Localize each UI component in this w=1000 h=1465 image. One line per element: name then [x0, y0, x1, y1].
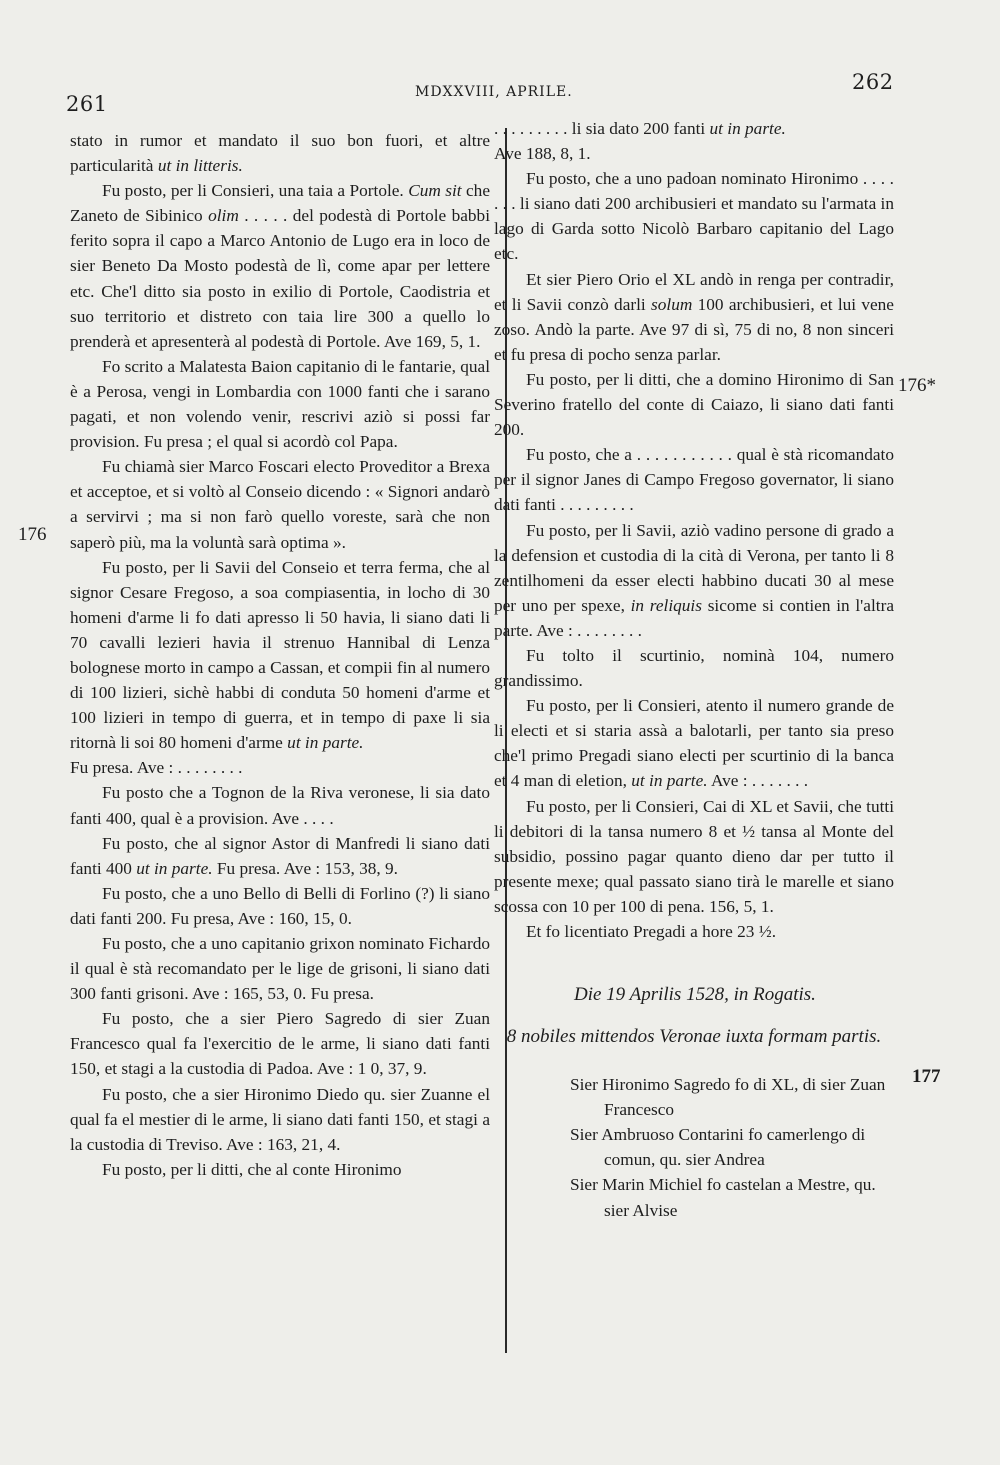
paragraph: Fu posto, che a sier Hironimo Diedo qu. sier Zuanne el qual fa el mestier di le arme, li siano dati fanti 150, et stagi a la custodia di Treviso. Ave : 163, 21, 4.	[70, 1084, 490, 1154]
paragraph: Fu posto, per li ditti, che al conte Hironimo	[102, 1159, 402, 1179]
paragraph: Fu tolto il scurtinio, nominà 104, numero grandissimo.	[494, 645, 894, 691]
paragraph: Fu posto, per li Consieri, una taia a Portole. Cum sit che Zaneto de Sibinico olim . . . . . del podestà di Portole babbi ferito sopra il capo a Marco Antonio de Lugo era in loco de sier Beneto Da Mosto podestà de lì, come apar per lettere etc. Che'l ditto sia posto in exilio di Portole, Caodistria et suo territorio et distreto con taia lire 300 a quello lo prenderà et apresenterà al podestà di Portole. Ave 169, 5, 1.	[70, 181, 490, 351]
paragraph: Fo scrito a Malatesta Baion capitanio di le fantarie, qual è a Perosa, vengi in Lombardia con 1000 fanti che i sarano pagati, et non volendo venir, rescrivi aziò si possi far provision. Fu presa ; el qual si acordò col Papa.	[70, 356, 490, 452]
left-column	[70, 128, 490, 1182]
paragraph: Fu posto, che a . . . . . . . . . . . qual è stà ricomandato per il signor Janes di Campo Fregoso governator, li siano dati fanti . . . . . . . . .	[494, 445, 894, 515]
paragraph: Et sier Piero Orio el XL andò in renga per contradir, et li Savii conzò darli solum 100 archibusieri, et lui vene zoso. Andò la parte. Ave 97 di sì, 75 di no, 8 non sinceri et fu presa di pocho senza parlar.	[494, 269, 894, 364]
list-item: Sier Ambruoso Contarini fo camerlengo di comun, qu. sier Andrea	[570, 1125, 866, 1170]
paragraph: Fu posto, che a uno padoan nominato Hironimo . . . . . . . li siano dati 200 archibusieri et mandato su l'armata in lago di Garda sotto Nicolò Barbaro capitanio del Lago etc.	[494, 169, 895, 264]
paragraph: Fu posto, per li Savii del Conseio et terra ferma, che al signor Cesare Fregoso, a soa compiasentia, in locho di 30 homeni d'arme li fo dati apresso li 50 havia, li siano dati li 70 cavalli lezieri havia il strenuo Hannibal di Lenza bolognese morto in campo a Cassan, et compii fin al numero di 100 lizieri, sichè habbi di conduta 50 homeni d'arme et 100 lizieri in tempo di guerra, et in tempo di paxe li sia ritornà li soi 80 homeni d'arme ut in parte. Fu presa. Ave : . . . . . . . .	[70, 557, 490, 778]
margin-note-176: 176	[18, 524, 47, 545]
paragraph: Fu posto, per li Savii, aziò vadino persone di grado a la defension et custodia di la cità di Verona, per tanto li 8 zentilhomeni da esser electi habbino ducati 30 al mese per uno per spexe, in reliquis sicome si contien in l'altra parte. Ave : . . . . . . . .	[494, 520, 894, 640]
paragraph: Fu posto, che a sier Piero Sagredo di sier Zuan Francesco qual fa l'exercitio de le arme, li siano dati fanti 150, et stagi a la custodia di Padoa. Ave : 1 0, 37, 9.	[70, 1009, 490, 1079]
paragraph: Et fo licentiato Pregadi a hore 23 ½.	[526, 922, 777, 941]
running-title: MDXXVIII, APRILE.	[415, 84, 573, 100]
right-column	[494, 116, 894, 1223]
page-number-left: 261	[66, 92, 108, 116]
margin-note-177: 177	[912, 1066, 941, 1087]
paragraph: Fu posto, che a uno capitanio grixon nominato Fichardo il qual è stà recomandato per le lige de grisoni, li siano dati 300 fanti grisoni. Ave : 165, 53, 0. Fu presa.	[70, 934, 490, 1004]
paragraph: Fu posto, che a uno Bello di Belli di Forlino (?) li siano dati fanti 200. Fu presa, Ave : 160, 15, 0.	[70, 883, 490, 928]
paragraph: Fu posto, che al signor Astor di Manfredi li siano dati fanti 400 ut in parte. Fu presa. Ave : 153, 38, 9.	[70, 833, 490, 878]
session-heading: Die 19 Aprilis 1528, in Rogatis.	[574, 984, 816, 1006]
nobles-list	[494, 1072, 894, 1223]
list-item: Sier Hironimo Sagredo fo di XL, di sier Zuan Francesco	[570, 1075, 886, 1120]
page-number-right: 262	[852, 70, 894, 94]
margin-note-176-star: 176*	[898, 375, 936, 396]
paragraph: Fu posto, per li Consieri, Cai di XL et Savii, che tutti li debitori di la tansa numero 8 et ½ tansa al Monte del subsidio, possino pagar quanto dieno dar per tutto il presente mexe; qual passato siano tirà le marelle et siano scossa con 10 per 100 di pena. 156, 5, 1.	[494, 796, 894, 916]
paragraph: Fu posto, per li ditti, che a domino Hironimo di San Severino fratello del conte di Caiazo, li siano dati fanti 200.	[494, 369, 894, 440]
paragraph: stato in rumor et mandato il suo bon fuori, et altre particularità ut in litteris.	[70, 131, 490, 176]
paragraph: Fu posto, per li Consieri, atento il numero grande de li electi et si staria assà a balotarli, per tanto sia preso che'l primo Pregadi siano electi per scurtinio di la banca et 4 man di eletion, ut in parte. Ave : . . . . . . .	[494, 696, 894, 791]
paragraph: Fu chiamà sier Marco Foscari electo Proveditor a Brexa et acceptoe, et si voltò al Conseio dicendo : « Signori andarò a servirvi ; ma si non farò quello voreste, sarà che non saperò più, ma la voluntà sarà optima ».	[70, 457, 490, 552]
list-item: Sier Marin Michiel fo castelan a Mestre, qu. sier Alvise	[570, 1175, 876, 1220]
paragraph: . . . . . . . . . li sia dato 200 fanti ut in parte. Ave 188, 8, 1.	[494, 119, 786, 164]
paragraph: Fu posto che a Tognon de la Riva veronese, li sia dato fanti 400, qual è a provision. Ave . . . .	[70, 783, 490, 828]
section-subheading: 8 nobiles mittendos Veronae iuxta formam partis.	[506, 1026, 882, 1048]
